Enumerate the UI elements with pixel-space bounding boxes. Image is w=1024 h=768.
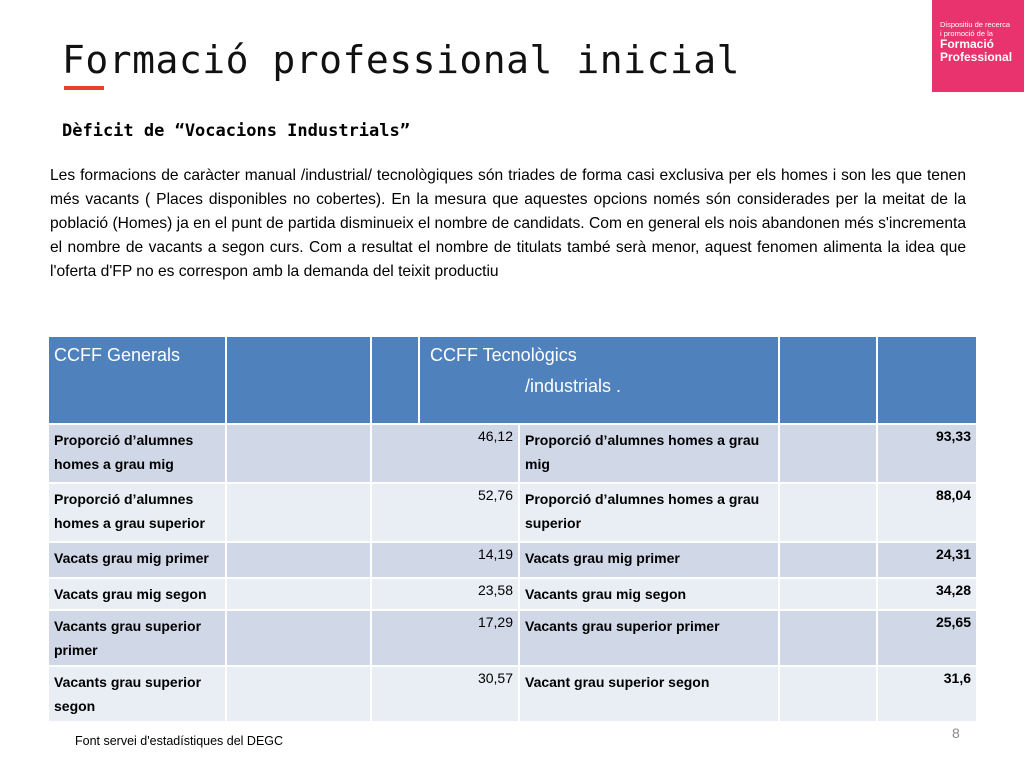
right-label-cell: Vacants grau superior primer — [519, 610, 779, 666]
left-label-cell: Vacats grau mig primer — [48, 542, 226, 578]
table-row — [48, 578, 977, 610]
blank-cell — [779, 483, 877, 542]
left-value-cell: 46,12 — [371, 424, 519, 483]
left-value-cell: 23,58 — [371, 578, 519, 610]
right-value-cell: 34,28 — [877, 578, 977, 610]
left-label-cell: Vacants grau superior primer — [48, 610, 226, 666]
logo-line-1: Dispositiu de recerca — [940, 20, 1011, 29]
left-value-cell: 17,29 — [371, 610, 519, 666]
logo-line-3: Formació — [940, 37, 995, 51]
blank-cell — [226, 578, 371, 610]
right-label-cell: Proporció d’alumnes homes a grau mig — [519, 424, 779, 483]
blank-cell — [779, 542, 877, 578]
left-value-cell: 30,57 — [371, 666, 519, 722]
header-blank-cell — [779, 336, 877, 424]
logo-line-4: Professional — [940, 50, 1013, 64]
blank-cell — [779, 424, 877, 483]
right-label-cell: Vacants grau mig segon — [519, 578, 779, 610]
table-header-row — [48, 336, 977, 424]
blank-cell — [226, 424, 371, 483]
table-row — [48, 610, 977, 666]
body-paragraph: Les formacions de caràcter manual /industrial/ tecnològiques són triades de forma casi exclusiva per els homes i son les que tenen més vacants ( Places disponibles no cobertes). En la mesura que aquestes opcions només són considerades per la meitat de la població (Homes) ja en el punt de partida disminueix el nombre de candidats. Com en general els nois abandonen més s'incrementa el nombre de vacants a segon curs. Com a resultat el nombre de titulats també serà menor, aquest fenomen alimenta la idea que l'oferta d'FP no es correspon amb la demanda del teixit productiu — [50, 167, 966, 280]
table-row — [48, 666, 977, 722]
header-right-line-2: /industrials . — [525, 376, 622, 396]
blank-cell — [226, 666, 371, 722]
header-ccff-tecnologics — [419, 336, 779, 424]
blank-cell — [779, 666, 877, 722]
title-accent-bar — [64, 86, 104, 90]
left-label-cell: Proporció d’alumnes homes a grau superior — [48, 483, 226, 542]
header-right-line-1: CCFF Tecnològics — [430, 345, 577, 365]
slide-subtitle: Dèficit de “Vocacions Industrials” — [62, 121, 410, 141]
right-value-cell: 93,33 — [877, 424, 977, 483]
left-value-cell: 14,19 — [371, 542, 519, 578]
left-label-cell: Vacats grau mig segon — [48, 578, 226, 610]
right-value-cell: 31,6 — [877, 666, 977, 722]
right-label-cell: Proporció d’alumnes homes a grau superior — [519, 483, 779, 542]
blank-cell — [226, 610, 371, 666]
logo-line-2: i promoció de la — [940, 29, 993, 38]
header-blank-cell — [226, 336, 371, 424]
table-row — [48, 542, 977, 578]
header-ccff-generals: CCFF Generals — [48, 336, 226, 424]
table-row — [48, 483, 977, 542]
right-value-cell: 25,65 — [877, 610, 977, 666]
table-row — [48, 424, 977, 483]
source-footnote: Font servei d'estadístiques del DEGC — [75, 734, 284, 748]
slide-title: Formació professional inicial — [62, 38, 740, 82]
page-number: 8 — [952, 725, 960, 741]
left-label-cell: Vacants grau superior segon — [48, 666, 226, 722]
blank-cell — [226, 483, 371, 542]
right-value-cell: 24,31 — [877, 542, 977, 578]
left-label-cell: Proporció d’alumnes homes a grau mig — [48, 424, 226, 483]
blank-cell — [779, 610, 877, 666]
right-label-cell: Vacant grau superior segon — [519, 666, 779, 722]
header-blank-cell — [371, 336, 419, 424]
comparison-table — [47, 335, 978, 723]
blank-cell — [226, 542, 371, 578]
left-value-cell: 52,76 — [371, 483, 519, 542]
right-value-cell: 88,04 — [877, 483, 977, 542]
right-label-cell: Vacats grau mig primer — [519, 542, 779, 578]
brand-logo — [932, 0, 1024, 92]
header-blank-cell — [877, 336, 977, 424]
blank-cell — [779, 578, 877, 610]
